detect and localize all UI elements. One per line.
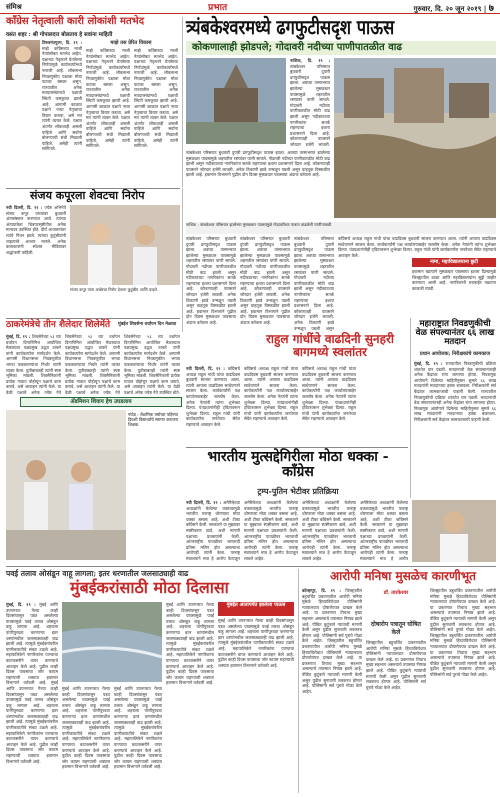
manisha-body-3: जिल्ह्यातील बहुचर्चित प्रकरणातील आरोपी मनिषा मुसळे हिच्याविरोधात पोलिसांनी न्यायालयात दोषारोपपत्र दाखल केले आहे. या प्रकरणात तिचाच मुख्य सहभाग असल्याचे तपासात निष्पन्न झाले आहे. पीडित कुटुंबाने न्यायाची मागणी केली असून पुढील सुनावणी लवकरच होणार आहे. पोलिसांनी सर्व पुरावे गोळा केले आहेत. जिल्ह्यातील बहुचर्चित प्रकरणातील आरोपी मनिषा मुसळे हिच्याविरोधात पोलिसांनी न्यायालयात दोषारोपपत्र दाखल केले आहे. या प्रकरणात तिचाच मुख्य सहभाग असल्याचे तपासात निष्पन्न झाले आहे. पीडित कुटुंबाने न्यायाची मागणी केली असून पुढील सुनावणी लवकरच होणार आहे. पोलिसांनी सर्व पुरावे गोळा केले आहेत. [430,588,496,677]
mumbai-body-1: मुंबई, दि. १९ : मुंबई आणि उपनगरात गेल्या काही दिवसांपासून पडत असलेल्या पावसामुळे पवई तलाव ओसंडून वाहू लागला आहे. शहराला पाणीपुरवठा करणाऱ्या इतर धरणांमधील जलसाठ्यातही वाढ झाली आहे. त्यामुळे मुंबईकरांवरील पाणीकपातीचे संकट टळले आहे. महापालिकेने नागरिकांना पाण्याचा काटकसरीने वापर करण्याचे आवाहन केले आहे. पुढील काही दिवस पावसाचा जोर कायम राहण्याची शक्यता हवामान विभागाने वर्तवली आहे. मुंबई आणि उपनगरात गेल्या काही दिवसांपासून पडत असलेल्या पावसामुळे पवई तलाव ओसंडून वाहू लागला आहे. शहराला पाणीपुरवठा करणाऱ्या इतर धरणांमधील जलसाठ्यातही वाढ झाली आहे. त्यामुळे मुंबईकरांवरील पाणीकपातीचे संकट टळले आहे. महापालिकेने नागरिकांना पाण्याचा काटकसरीने वापर करण्याचे आवाहन केले आहे. पुढील काही दिवस पावसाचा जोर कायम राहण्याची शक्यता हवामान विभागाने वर्तवली आहे. [6,602,58,764]
rahul-body-1: नवी दिल्ली, दि. १९ : काँग्रेसचे अध्यक्ष राहुल गांधी यांचा वाढदिवस बुधवारी साजरा करण्यात आला. त्यांनी आपला वाढदिवस साधेपणाने साजरा केला. कार्यकर्त्यांनी पक्ष कार्यालयाबाहेर जल्लोष केला. अनेक नेत्यांनी त्यांना शुभेच्छा दिल्या. पंतप्रधानांनीही ट्विटरवरून शुभेच्छा दिल्या. राहुल गांधी यांनी कार्यकर्त्यांना जनतेच्या सेवेत राहण्याचे आवाहन केले. [186,366,240,427]
admission-ad: ॲडमिशन शिवाय हेच उघडलाय [20,397,182,407]
shivsena-body-2: शिवसेनेच्या ५३ व्या वर्धापन दिनानिमित्त आयोजित मेळाव्यात पक्षप्रमुख उद्धव ठाकरे यांनी कार्यकर्त्यांना मार्गदर्शन केले. आगामी विधानसभा निवडणुकीत भगवा फडकवण्याचा निर्धार त्यांनी व्यक्त केला. युतीबाबतही त्यांनी स्पष्ट भूमिका मांडली. शिवसैनिकांनी प्रत्येक गावात पोहोचून पक्षाचे काम करावे, असे आवाहन त्यांनी केले. या वेळी पक्षाचे अनेक ज्येष्ठ नेते [65,334,120,394]
manisha-body-2: जिल्ह्यातील बहुचर्चित प्रकरणातील आरोपी मनिषा मुसळे हिच्याविरोधात पोलिसांनी न्यायालयात दोषारोपपत्र दाखल केले आहे. या प्रकरणात तिचाच मुख्य सहभाग असल्याचे तपासात निष्पन्न झाले आहे. पीडित कुटुंबाने न्यायाची मागणी केली असून पुढील सुनावणी लवकरच होणार आहे. पोलिसांनी सर्व पुरावे गोळा केले आहेत. [366,640,426,690]
maharashtra-headline: महाराष्ट्रात निवडणुकीची वेळ संपल्यानंतर ६६ लाख मतदान [415,319,495,347]
rahul-photo-area: काँग्रेसचे अध्यक्ष राहुल गांधी यांचा वाढदिवस बुधवारी साजरा करण्यात आला. त्यांनी आपला वाढदिवस साधेपणाने साजरा केला. कार्यकर्त्यांनी पक्ष कार्यालयाबाहेर जल्लोष केला. अनेक नेत्यांनी त्यांना शुभेच्छा दिल्या. पंतप्रधानांनीही ट्विटरवरून शुभेच्छा दिल्या. राहुल गांधी यांनी कार्यकर्त्यांना जनतेच्या सेवेत राहण्याचे आवाहन केले. [338,236,496,258]
congress-body-3: माझे काँग्रेसच्या माजी नेत्यांसोबत मतभेद आहेत. पक्षाच्या नेतृत्वाने घेतलेल्या निर्णयांमुळे कार्यकर्त्यांमध्ये नाराजी आहे. लोकसभा निवडणुकीत पक्षाला मोठा फटका बसला असून, राज्यातील अनेक मतदारसंघांमध्ये पक्षाची स्थिती कमकुवत झाली आहे. आगामी काळात पक्षाने नव्या नेतृत्वाचा विचार करावा, असे मत त्यांनी व्यक्त केले. पक्षात अंतर्गत लोकशाही असली पाहिजे आणि सर्वांना बोलण्याची संधी मिळाली पाहिजे, असेही त्यांनी सांगितले. [134,48,178,149]
mumbai-body-5: मुंबई आणि उपनगरात गेल्या काही दिवसांपासून पडत असलेल्या पावसामुळे पवई तलाव ओसंडून वाहू लागला आहे. शहराला पाणीपुरवठा करणाऱ्या इतर धरणांमधील जलसाठ्यातही वाढ झाली आहे. त्यामुळे मुंबईकरांवरील पाणीकपातीचे संकट टळले आहे. महापालिकेने नागरिकांना पाण्याचा काटकसरीने वापर करण्याचे आवाहन केले आहे. पुढील काही दिवस पावसाचा जोर कायम राहण्याची शक्यता हवामान विभागाने वर्तवली आहे. [218,618,294,668]
manisha-kicker: दोषारोप पत्रातून घोषित केले [371,621,421,636]
congress-headline: काँग्रेस नेतृत्वाली कारी लोकांशी मतभेद [6,16,145,27]
trump-body-3: अमेरिकेच्या अध्यक्षांनी केलेल्या वक्तव्यामुळे भारतीय परराष्ट्र धोरणाला मोठा धक्का बसला आहे, अशी टीका काँग्रेसने केली. सरकारने या मुद्द्यावर स्पष्टीकरण द्यावे, अशी मागणी पक्षाच्या प्रवक्त्यांनी केली. आंतरराष्ट्रीय पातळीवर भारताची प्रतिमा मलिन होत असल्याचा आरोपही त्यांनी केला. परराष्ट्र मंत्रालयाने मात्र हे आरोप फेटाळून लावले आहेत. [302,500,356,561]
rahul-body-pre: त्र्यंबकेश्वर परिसरात बुधवारी दुपारी ढगफुटीसदृश पाऊस झाला. अवघ्या तासाभरात झालेल्या मुसळधार पावसामुळे शहरातील रस्त्यांवर पाणी साचले. गोदावरी नदीच्या पाणीपातळीत मोठी वाढ झाली असून नदीकाठच्या नागरिकांना सतर्क राहण्याचा इशारा प्रशासनाने दिला आहे. कोकणातही पावसाने जोरदार हजेरी लावली. अनेक ठिकाणी झाडे उन्मळून पडली असून वाहतूक विस्कळीत झाली आहे. हवामान विभागाने पुढील दोन दिवस मुसळधार पावसाचा अंदाज वर्तवला आहे. [186,236,236,325]
maharashtra-kicker: प्रधान आयोजक; निरीक्षकांचे कामकाज [419,351,491,357]
mumbai-headline: मुंबईकरांसाठी मोठा दिलासा [70,578,229,597]
rahul-body-pre-2: त्र्यंबकेश्वर परिसरात बुधवारी दुपारी ढगफुटीसदृश पाऊस झाला. अवघ्या तासाभरात झालेल्या मुसळधार पावसामुळे शहरातील रस्त्यांवर पाणी साचले. गोदावरी नदीच्या पाणीपातळीत मोठी वाढ झाली असून नदीकाठच्या नागरिकांना सतर्क राहण्याचा इशारा प्रशासनाने दिला आहे. कोकणातही पावसाने जोरदार हजेरी लावली. अनेक ठिकाणी झाडे उन्मळून पडली असून वाहतूक विस्कळीत झाली आहे. हवामान विभागाने पुढील दोन दिवस मुसळधार पावसाचा अंदाज वर्तवला आहे. [240,236,290,325]
issue-date: गुरुवार, दि. २० जून २०१९ [413,3,482,13]
page-header: संमिश्र प्रभात गुरुवार, दि. २० जून २०१९ | ७ [0,0,500,14]
sanjay-photo [70,205,180,285]
congress-photo [6,40,40,80]
nanded-body: हवामान खात्याने मुसळधार पावसाचा इशारा दिल्यामुळे जिल्ह्यातील शाळा आणि महाविद्यालयांना सुट्टी जाहीर करण्यात आली आहे. नागरिकांनी घराबाहेर पडताना काळजी घ्यावी. [412,269,496,291]
sanjay-body: नवी दिल्ली, दि. १९ : ज्येष्ठ अभिनेते संजय कपूर यांच्यावर बुधवारी अंत्यसंस्कार करण्यात आले. त्यांच्या अंत्ययात्रेला चित्रपटसृष्टीतील अनेक मान्यवर उपस्थित होते. दीर्घ आजारानंतर त्यांचे निधन झाले. त्यांच्या कुटुंबीयांनी चाहत्यांचे आभार मानले. अनेक कलाकारांनी सोशल मीडियावर श्रद्धांजली वाहिली. [6,205,66,255]
section-name: संमिश्र [6,1,22,11]
mumbai-box-title: मुंबईत आतापर्यंत झालेला पाऊस [218,602,294,616]
shivsena-headline: ठाकरेमंत्रेचे तीन शैलेदार शिलेमेंते [6,320,111,330]
congress-kicker: माझे तस प्रेरित विकास [110,40,152,46]
rahul-headline: राहुल गांधींचे वाढदिनी सुनहरी बागमध्ये स्वलांतर [266,332,394,359]
mumbai-body-4: मुंबई आणि उपनगरात गेल्या काही दिवसांपासून पडत असलेल्या पावसामुळे पवई तलाव ओसंडून वाहू लागला आहे. शहराला पाणीपुरवठा करणाऱ्या इतर धरणांमधील जलसाठ्यातही वाढ झाली आहे. त्यामुळे मुंबईकरांवरील पाणीकपातीचे संकट टळले आहे. महापालिकेने नागरिकांना पाण्याचा काटकसरीने वापर करण्याचे आवाहन केले आहे. पुढील काही दिवस पावसाचा जोर कायम राहण्याची शक्यता हवामान विभागाने वर्तवली आहे. [166,602,214,686]
mumbai-lake-photo [62,602,162,682]
school-caption: नांदेड : शैक्षणिक वर्षाच्या पहिल्या दिवशी विद्यार्थ्यांचे स्वागत करताना शिक्षक. [128,412,179,427]
newspaper-logo: प्रभात [208,3,228,13]
shivsena-body-1: मुंबई, दि. १९ : शिवसेनेच्या ५३ व्या वर्धापन दिनानिमित्त आयोजित मेळाव्यात पक्षप्रमुख उद्धव ठाकरे यांनी कार्यकर्त्यांना मार्गदर्शन केले. आगामी विधानसभा निवडणुकीत भगवा फडकवण्याचा निर्धार त्यांनी व्यक्त केला. युतीबाबतही त्यांनी स्पष्ट भूमिका मांडली. शिवसैनिकांनी प्रत्येक गावात पोहोचून पक्षाचे काम करावे, असे आवाहन त्यांनी केले. या वेळी पक्षाचे अनेक ज्येष्ठ नेते [6,334,61,394]
rahul-body-2: काँग्रेसचे अध्यक्ष राहुल गांधी यांचा वाढदिवस बुधवारी साजरा करण्यात आला. त्यांनी आपला वाढदिवस साधेपणाने साजरा केला. कार्यकर्त्यांनी पक्ष कार्यालयाबाहेर जल्लोष केला. अनेक नेत्यांनी त्यांना शुभेच्छा दिल्या. पंतप्रधानांनीही ट्विटरवरून शुभेच्छा दिल्या. राहुल गांधी यांनी कार्यकर्त्यांना जनतेच्या सेवेत राहण्याचे आवाहन केले. [244,366,298,422]
main-photo-caption: नाशिक : त्र्यंबकेश्वर परिसरात झालेल्या मुसळधार पावसामुळे गोदावरीच्या पात्रात वाढलेली पाणीपातळी. [186,222,496,234]
main-headline: त्र्यंबकेश्वरमध्ये ढगफुटीसदृश पाऊस [186,15,395,39]
shivsena-body-3: शिवसेनेच्या ५३ व्या वर्धापन दिनानिमित्त आयोजित मेळाव्यात पक्षप्रमुख उद्धव ठाकरे यांनी कार्यकर्त्यांना मार्गदर्शन केले. आगामी विधानसभा निवडणुकीत भगवा फडकवण्याचा निर्धार त्यांनी व्यक्त केला. युतीबाबतही त्यांनी स्पष्ट भूमिका मांडली. शिवसैनिकांनी प्रत्येक गावात पोहोचून पक्षाचे काम करावे, असे आवाहन त्यांनी केले. या वेळी पक्षाचे अनेक ज्येष्ठ नेते उपस्थित होते. [124,334,180,394]
mumbai-kicker: पवई तलाव ओसंडून वाहू लागला; इतर धरणातील जलसाठ्याही वाढ [6,569,189,578]
page-number: ७ [488,2,494,14]
sanjay-caption: संजय कपूर यांना अखेरचा निरोप देताना कुटुंबीय आणि चाहते. [70,287,159,292]
mumbai-body-2: मुंबई आणि उपनगरात गेल्या काही दिवसांपासून पडत असलेल्या पावसामुळे पवई तलाव ओसंडून वाहू लागला आहे. शहराला पाणीपुरवठा करणाऱ्या इतर धरणांमधील जलसाठ्यातही वाढ झाली आहे. त्यामुळे मुंबईकरांवरील पाणीकपातीचे संकट टळले आहे. महापालिकेने नागरिकांना पाण्याचा काटकसरीने वापर करण्याचे आवाहन केले आहे. पुढील काही दिवस पावसाचा जोर कायम राहण्याची शक्यता हवामान विभागाने वर्तवली आहे. [62,686,110,770]
manisha-headline: आरोपी मनिषा मुसळेच कारणीभूत [329,569,477,583]
trump-body-4: अमेरिकेच्या अध्यक्षांनी केलेल्या वक्तव्यामुळे भारतीय परराष्ट्र धोरणाला मोठा धक्का बसला आहे, अशी टीका काँग्रेसने केली. सरकारने या मुद्द्यावर स्पष्टीकरण द्यावे, अशी मागणी पक्षाच्या प्रवक्त्यांनी केली. आंतरराष्ट्रीय पातळीवर भारताची प्रतिमा मलिन होत असल्याचा आरोपही त्यांनी केला. परराष्ट्र मंत्रालयाने मात्र हे आरोप [360,500,408,561]
mumbai-body-3: मुंबई आणि उपनगरात गेल्या काही दिवसांपासून पडत असलेल्या पावसामुळे पवई तलाव ओसंडून वाहू लागला आहे. शहराला पाणीपुरवठा करणाऱ्या इतर धरणांमधील जलसाठ्यातही वाढ झाली आहे. त्यामुळे मुंबईकरांवरील पाणीकपातीचे संकट टळले आहे. महापालिकेने नागरिकांना पाण्याचा काटकसरीने वापर करण्याचे आवाहन केले आहे. पुढील काही दिवस पावसाचा जोर कायम राहण्याची शक्यता हवामान विभागाने वर्तवली आहे. [114,686,162,770]
rahul-body-pre-3: त्र्यंबकेश्वर परिसरात बुधवारी दुपारी ढगफुटीसदृश पाऊस झाला. अवघ्या तासाभरात झालेल्या मुसळधार पावसामुळे शहरातील रस्त्यांवर पाणी साचले. गोदावरी नदीच्या पाणीपातळीत मोठी वाढ झाली असून नदीकाठच्या नागरिकांना सतर्क राहण्याचा इशारा प्रशासनाने दिला आहे. कोकणातही पावसाने जोरदार हजेरी लावली. अनेक ठिकाणी झाडे उन्मळून पडली असून [294,236,334,331]
main-body-1: नाशिक, दि. १९ : त्र्यंबकेश्वर परिसरात बुधवारी दुपारी ढगफुटीसदृश पाऊस झाला. अवघ्या तासाभरात झालेल्या मुसळधार पावसामुळे शहरातील रस्त्यांवर पाणी साचले. गोदावरी नदीच्या पाणीपातळीत मोठी वाढ झाली असून नदीकाठच्या नागरिकांना सतर्क राहण्याचा इशारा प्रशासनाने दिला आहे. कोकणातही पावसाने जोरदार हजेरी लावली. [290,58,330,146]
maharashtra-photo [412,500,496,562]
trump-subhead: ट्रम्प-पुतिन भेटीवर प्रतिक्रिया [257,486,339,496]
shivsena-kicker: मुंबईत शिवसेना वर्धापन दिन मेळावा [118,322,177,327]
nanded-kicker: नामा, महाविद्यालयाना छुटी [412,258,496,267]
sanjay-headline: संजय कपूरला शेवटचा निरोप [30,189,145,202]
trump-headline: भारतीय मुत्सद्देगिरीला मोठा धक्का - काँग्रेस [207,449,389,480]
trump-body-2: अमेरिकेच्या अध्यक्षांनी केलेल्या वक्तव्यामुळे भारतीय परराष्ट्र धोरणाला मोठा धक्का बसला आहे, अशी टीका काँग्रेसने केली. सरकारने या मुद्द्यावर स्पष्टीकरण द्यावे, अशी मागणी पक्षाच्या प्रवक्त्यांनी केली. आंतरराष्ट्रीय पातळीवर भारताची प्रतिमा मलिन होत असल्याचा आरोपही त्यांनी केला. परराष्ट्र मंत्रालयाने मात्र हे आरोप फेटाळून लावले आहेत. [244,500,298,561]
congress-subhead: वसंत शहर : श्री गोपालदत्त बोलताय हे सवांना माहिती [6,32,113,38]
rahul-body-3: काँग्रेसचे अध्यक्ष राहुल गांधी यांचा वाढदिवस बुधवारी साजरा करण्यात आला. त्यांनी आपला वाढदिवस साधेपणाने साजरा केला. कार्यकर्त्यांनी पक्ष कार्यालयाबाहेर जल्लोष केला. अनेक नेत्यांनी त्यांना शुभेच्छा दिल्या. पंतप्रधानांनीही ट्विटरवरून शुभेच्छा दिल्या. राहुल गांधी यांनी कार्यकर्त्यांना जनतेच्या सेवेत राहण्याचे आवाहन केले. [302,366,356,422]
manisha-body-1: कोल्हापूर, दि. १९ : जिल्ह्यातील बहुचर्चित प्रकरणातील आरोपी मनिषा मुसळे हिच्याविरोधात पोलिसांनी न्यायालयात दोषारोपपत्र दाखल केले आहे. या प्रकरणात तिचाच मुख्य सहभाग असल्याचे तपासात निष्पन्न झाले आहे. पीडित कुटुंबाने न्यायाची मागणी केली असून पुढील सुनावणी लवकरच होणार आहे. पोलिसांनी सर्व पुरावे गोळा केले आहेत. जिल्ह्यातील बहुचर्चित प्रकरणातील आरोपी मनिषा मुसळे हिच्याविरोधात पोलिसांनी न्यायालयात दोषारोपपत्र दाखल केले आहे. या प्रकरणात तिचाच मुख्य सहभाग असल्याचे तपासात निष्पन्न झाले आहे. पीडित कुटुंबाने न्यायाची मागणी केली असून पुढील सुनावणी लवकरच होणार आहे. पोलिसांनी सर्व पुरावे गोळा केले आहेत. [302,588,362,694]
main-photo-temple [186,58,286,144]
main-subhead: कोकणालाही झोडपले; गोदावरी नदीच्या पाणीपातळीत वाढ [186,41,496,55]
main-photo-flood [334,58,496,218]
manisha-author: डॉ. तारकेश्वर [383,590,409,596]
school-photo [6,410,126,560]
congress-body-1: तिरुवनंतपुरम, दि. १९ : माझे काँग्रेसच्या माजी नेत्यांसोबत मतभेद आहेत. पक्षाच्या नेतृत्वाने घेतलेल्या निर्णयांमुळे कार्यकर्त्यांमध्ये नाराजी आहे. लोकसभा निवडणुकीत पक्षाला मोठा फटका बसला असून, राज्यातील अनेक मतदारसंघांमध्ये पक्षाची स्थिती कमकुवत झाली आहे. आगामी काळात पक्षाने नव्या नेतृत्वाचा विचार करावा, असे मत त्यांनी व्यक्त केले. पक्षात अंतर्गत लोकशाही असली पाहिजे आणि सर्वांना बोलण्याची संधी मिळाली पाहिजे, असेही त्यांनी सांगितले. [42,40,82,152]
trump-body-1: नवी दिल्ली, दि. १९ : अमेरिकेच्या अध्यक्षांनी केलेल्या वक्तव्यामुळे भारतीय परराष्ट्र धोरणाला मोठा धक्का बसला आहे, अशी टीका काँग्रेसने केली. सरकारने या मुद्द्यावर स्पष्टीकरण द्यावे, अशी मागणी पक्षाच्या प्रवक्त्यांनी केली. आंतरराष्ट्रीय पातळीवर भारताची प्रतिमा मलिन होत असल्याचा आरोपही त्यांनी केला. परराष्ट्र मंत्रालयाने मात्र हे आरोप फेटाळून [186,500,240,561]
congress-body-2: माझे काँग्रेसच्या माजी नेत्यांसोबत मतभेद आहेत. पक्षाच्या नेतृत्वाने घेतलेल्या निर्णयांमुळे कार्यकर्त्यांमध्ये नाराजी आहे. लोकसभा निवडणुकीत पक्षाला मोठा फटका बसला असून, राज्यातील अनेक मतदारसंघांमध्ये पक्षाची स्थिती कमकुवत झाली आहे. आगामी काळात पक्षाने नव्या नेतृत्वाचा विचार करावा, असे मत त्यांनी व्यक्त केले. पक्षात अंतर्गत लोकशाही असली पाहिजे आणि सर्वांना बोलण्याची संधी मिळाली पाहिजे, असेही त्यांनी सांगितले. [86,48,130,149]
main-body-2: त्र्यंबकेश्वर परिसरात बुधवारी दुपारी ढगफुटीसदृश पाऊस झाला. अवघ्या तासाभरात झालेल्या मुसळधार पावसामुळे शहरातील रस्त्यांवर पाणी साचले. गोदावरी नदीच्या पाणीपातळीत मोठी वाढ झाली असून नदीकाठच्या नागरिकांना सतर्क राहण्याचा इशारा प्रशासनाने दिला आहे. कोकणातही पावसाने जोरदार हजेरी लावली. अनेक ठिकाणी झाडे उन्मळून पडली असून वाहतूक विस्कळीत झाली आहे. हवामान विभागाने पुढील दोन दिवस मुसळधार पावसाचा अंदाज वर्तवला आहे. [186,150,330,178]
maharashtra-body: मुंबई, दि. १९ : राज्यातील निवडणुकीची प्रक्रिया शांततेत पार पडली. मतदानाची वेळ संपल्यानंतरही अनेक केंद्रांवर रांगा लागल्या होत्या. निवडणूक आयोगाने दिलेल्या माहितीनुसार सुमारे ६६ लाख मतदारांनी मतदानाचा हक्क बजावला. निरीक्षकांनी सर्व केंद्रांवर कामकाजाची पाहणी केली. राज्यातील निवडणुकीची प्रक्रिया शांततेत पार पडली. मतदानाची वेळ संपल्यानंतरही अनेक केंद्रांवर रांगा लागल्या होत्या. निवडणूक आयोगाने दिलेल्या माहितीनुसार सुमारे ६६ लाख मतदारांनी मतदानाचा हक्क बजावला. निरीक्षकांनी सर्व केंद्रांवर कामकाजाची पाहणी केली. [414,361,496,422]
